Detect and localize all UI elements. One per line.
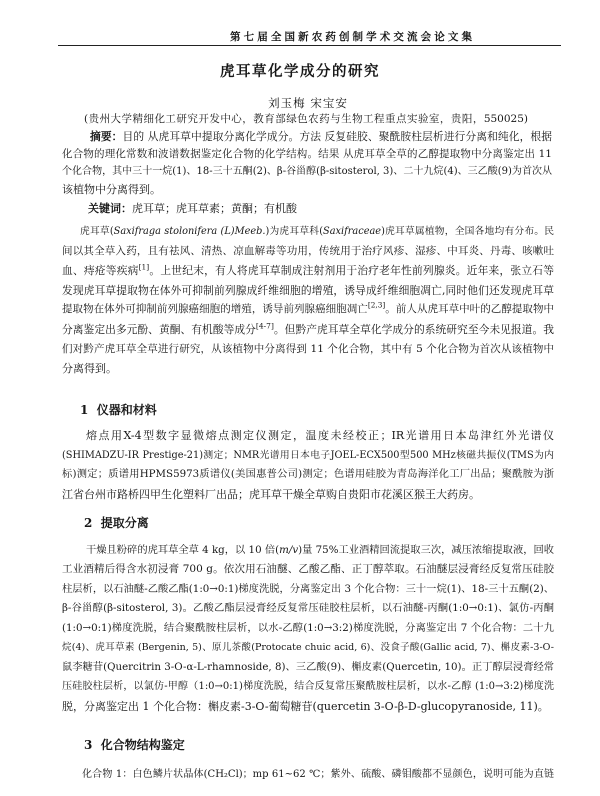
latin-term: m/v: [279, 544, 299, 556]
text-line: [62, 599, 554, 618]
text-run: 。但黔产虎耳草全草化学成分的系统研究至今未见报道。我: [273, 322, 554, 336]
text-run: 发现虎耳草提取物在体外可抑制前列腺成纤维细胞的增殖，诱导成纤维细胞凋亡,同时他们还发现虎耳草: [62, 283, 554, 297]
text-line: [62, 242, 554, 262]
abstract-label: 摘要：: [90, 130, 123, 143]
text-run: 压硅胶柱层析，以氯仿-甲醇（1:0→0:1)梯度洗脱，结合反复常压聚酰胺柱层析，以水-乙醇 (1:0→3:2)梯度洗: [62, 681, 554, 693]
text-line: [62, 485, 554, 505]
text-run: 目的 从虎耳草中提取分离化学成分。方法 反复硅胶、聚酰胺柱层析进行分离和纯化，根据: [122, 130, 552, 143]
text-run: 柱层析，以石油醚-乙酸乙酯(1:0→0:1)梯度洗脱，分离鉴定出 3 个化合物：三十一烷(1)、18-三十五酮(2)、: [62, 582, 554, 595]
intro-paragraph: [62, 222, 554, 379]
text-run: 鼠李糖苷(Quercitrin 3-O-α-L-rhamnoside, 8)、三乙酸(9)、槲皮素(Quercetin, 10)。正丁醇层浸膏经常: [62, 660, 554, 673]
text-run: 间以其全草入药，且有祛风、清热、凉血解毒等功用，传统用于治疗风疹、湿疹、中耳炎、丹毒、咳嗽吐: [62, 244, 554, 257]
abstract: [62, 128, 552, 198]
text-line: [62, 580, 554, 599]
text-line: [62, 658, 554, 677]
text-run: 化合物的理化常数和波谱数据鉴定化合物的化学结构。结果 从虎耳草全草的乙醇提取物中分离鉴定出 11: [62, 147, 552, 160]
text-run: 血、痔疮等疾病: [62, 264, 139, 278]
text-run: 。前人从虎耳草中叶的乙醇提取物中: [385, 303, 554, 316]
text-line: [62, 281, 554, 301]
keywords-label: 关键词：: [88, 202, 132, 215]
text-line: [62, 619, 554, 638]
paper-title: 虎耳草化学成分的研究: [220, 63, 380, 80]
header-rule: [58, 45, 561, 46]
text-run: 烷(4)、虎耳草素 (Bergenin, 5)、原儿茶酸(Protocate chuic acid, 6)、没食子酸(Gallic acid, 7)、槲皮素-3-O-: [62, 642, 554, 654]
text-run: 脱，分离鉴定出 1 个化合物：槲皮素-3-O-葡萄糖苷(quercetin 3-O-β-D-glucopyranoside, 11)。: [62, 699, 549, 713]
section-heading-3: 3 化合物结构鉴定: [84, 738, 185, 752]
text-run: 分离得到。: [62, 362, 117, 376]
text-run: 提取物在体外可抑制前列腺癌细胞的增殖，诱导前列腺癌细胞凋亡: [62, 303, 368, 316]
text-run: )虎耳草属植物，全国各地均有分布。民: [381, 226, 554, 237]
text-line: [62, 261, 554, 281]
text-run: 标)测定；质谱用HPMS5973质谱仪(美国惠普公司)测定；色谱用硅胶为青岛海洋化工厂出品；聚酰胺为浙: [62, 468, 554, 481]
text-line: [86, 426, 554, 446]
text-run: 虎耳草(: [80, 226, 114, 237]
text-run: 们对黔产虎耳草全草进行研究，从该植物中分离得到 11 个化合物，其中有 5 个化合物为首次从该植物中: [62, 342, 554, 355]
text-line: [62, 697, 554, 716]
text-run: (SHIMADZU-IR Prestige-21)测定；NMR光谱用日本电子JOEL-ECX500型500 MHz核磁共振仪(TMS为内: [62, 449, 554, 461]
text-line: [62, 340, 554, 360]
text-run: 该植物中分离得到。: [62, 182, 161, 196]
keywords: [62, 200, 552, 218]
section-heading-2: 2 提取分离: [84, 516, 149, 530]
section-1-paragraph: [62, 426, 554, 504]
latin-term: Saxifraga stolonifera (L)Meeb.: [113, 226, 266, 237]
text-line: [62, 320, 554, 340]
running-header: 第七届全国新农药创制学术交流会论文集: [230, 31, 472, 43]
text-line: [62, 638, 554, 657]
text-run: )为虎耳草科(: [265, 226, 324, 237]
text-line: [62, 446, 554, 466]
latin-term: Saxifraceae: [323, 226, 382, 237]
text-run: β-谷甾醇(β-sitosterol, 3)。乙酸乙酯层浸膏经反复常压硅胶柱层析，以石油醚-丙酮(1:0→0:1)、氯仿-丙酮: [62, 602, 554, 615]
text-line: [82, 765, 554, 785]
text-line: [62, 359, 554, 379]
text-run: )量 75%工业酒精回流提取三次，减压浓缩提取液，回收: [298, 544, 554, 556]
text-line: [90, 128, 552, 146]
affiliation: (贵州大学精细化工研究开发中心，教育部绿色农药与生物工程重点实验室，贵阳，550025): [84, 113, 528, 125]
keywords-text: 虎耳草；虎耳草素；黄酮；有机酸: [132, 202, 297, 215]
citation-ref: [2,3]: [367, 300, 386, 310]
authors: 刘玉梅 宋宝安: [268, 96, 348, 110]
text-line: [62, 560, 554, 579]
text-run: 化合物 1：白色鳞片状晶体(CH₂Cl)；mp 61~62 ℃；紫外、硫酸、磷钼酸都不显颜色，说明可能为直链: [82, 769, 554, 780]
text-run: 干燥且粉碎的虎耳草全草 4 kg，以 10 倍(: [86, 544, 280, 556]
section-3-paragraph: [62, 765, 554, 785]
text-line: [62, 677, 554, 696]
text-line: [80, 222, 554, 242]
section-heading-1: 1 仪器和材料: [80, 403, 157, 417]
text-run: 个化合物，其中三十一烷(1)、18-三十五酮(2)、β-谷甾醇(β-sitosterol, 3)、二十九烷(4)、三乙酸(9)为首次从: [62, 166, 552, 177]
text-line: [62, 300, 554, 320]
text-run: 分离鉴定出多元酚、黄酮、有机酸等成分: [62, 322, 256, 336]
text-run: 工业酒精后得含水初浸膏 700 g。依次用石油醚、乙酸乙酯、正丁醇萃取。石油醚层浸膏经反复常压硅胶: [62, 563, 554, 576]
section-2-paragraph: [62, 541, 554, 716]
text-line: [86, 541, 554, 560]
text-run: 江省台州市路桥四甲生化塑料厂出品；虎耳草干燥全草购自贵阳市花溪区猴王大药房。: [62, 487, 480, 501]
text-run: 。上世纪末，有人将虎耳草制成注射剂用于治疗老年性前列腺炎。近年来，张立石等: [149, 264, 554, 278]
text-run: 熔点用X-4型数字显微熔点测定仪测定，温度未经校正；IR光谱用日本岛津红外光谱仪: [86, 429, 554, 442]
text-line: [62, 163, 552, 181]
text-line: [62, 146, 552, 164]
text-run: (1:0→0:1)梯度洗脱，结合聚酰胺柱层析，以水-乙醇(1:0→3:2)梯度洗脱，分离鉴定出 7 个化合物：二十九: [62, 621, 554, 634]
text-line: [62, 181, 552, 199]
citation-ref: [1]: [138, 262, 150, 272]
citation-ref: [4-7]: [255, 321, 274, 331]
text-line: [62, 465, 554, 485]
